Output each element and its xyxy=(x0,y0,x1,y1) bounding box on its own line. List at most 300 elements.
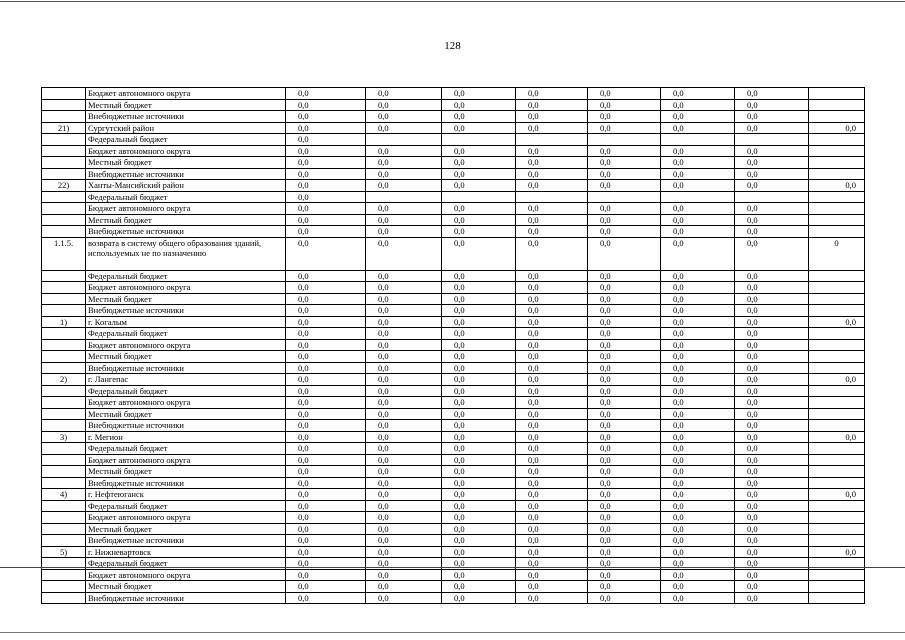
value-cell: 0,0 xyxy=(442,237,516,270)
value-cell: 0,0 xyxy=(286,203,366,215)
value-cell: 0,0 xyxy=(366,546,442,558)
value-cell: 0,0 xyxy=(516,581,588,593)
value-cell: 0,0 xyxy=(366,180,442,192)
total-cell xyxy=(809,362,865,374)
total-cell xyxy=(809,523,865,535)
value-cell: 0,0 xyxy=(588,293,661,305)
value-cell: 0,0 xyxy=(735,397,809,409)
row-index: 22) xyxy=(42,180,86,192)
value-cell: 0,0 xyxy=(661,282,735,294)
value-cell: 0,0 xyxy=(442,581,516,593)
value-cell: 0,0 xyxy=(286,111,366,123)
value-cell: 0,0 xyxy=(366,339,442,351)
value-cell: 0,0 xyxy=(442,558,516,570)
value-cell: 0,0 xyxy=(442,408,516,420)
row-name: Федеральный бюджет xyxy=(86,328,286,340)
value-cell: 0,0 xyxy=(442,270,516,282)
value-cell: 0,0 xyxy=(661,237,735,270)
value-cell: 0,0 xyxy=(442,477,516,489)
value-cell: 0,0 xyxy=(286,88,366,100)
value-cell: 0,0 xyxy=(366,111,442,123)
value-cell: 0,0 xyxy=(516,145,588,157)
value-cell: 0,0 xyxy=(286,569,366,581)
value-cell: 0,0 xyxy=(286,226,366,238)
table-row xyxy=(42,226,865,238)
row-index xyxy=(42,351,86,363)
value-cell: 0,0 xyxy=(588,168,661,180)
value-cell: 0,0 xyxy=(588,500,661,512)
value-cell: 0,0 xyxy=(366,88,442,100)
value-cell: 0,0 xyxy=(588,145,661,157)
value-cell: 0,0 xyxy=(588,122,661,134)
total-cell xyxy=(809,157,865,169)
value-cell: 0,0 xyxy=(442,420,516,432)
value-cell: 0,0 xyxy=(366,454,442,466)
value-cell: 0,0 xyxy=(286,282,366,294)
total-cell xyxy=(809,293,865,305)
value-cell: 0,0 xyxy=(442,535,516,547)
value-cell: 0,0 xyxy=(286,512,366,524)
value-cell: 0,0 xyxy=(661,316,735,328)
value-cell: 0,0 xyxy=(366,385,442,397)
row-name: Местный бюджет xyxy=(86,408,286,420)
table-row xyxy=(42,489,865,501)
value-cell: 0,0 xyxy=(661,111,735,123)
value-cell: 0,0 xyxy=(516,214,588,226)
row-index xyxy=(42,477,86,489)
value-cell: 0,0 xyxy=(286,443,366,455)
value-cell: 0,0 xyxy=(286,99,366,111)
value-cell: 0,0 xyxy=(516,293,588,305)
row-name: Местный бюджет xyxy=(86,293,286,305)
value-cell: 0,0 xyxy=(286,592,366,604)
value-cell: 0,0 xyxy=(661,558,735,570)
value-cell: 0,0 xyxy=(516,385,588,397)
value-cell: 0,0 xyxy=(735,88,809,100)
value-cell: 0,0 xyxy=(442,592,516,604)
value-cell: 0,0 xyxy=(516,270,588,282)
table-row xyxy=(42,293,865,305)
table-row xyxy=(42,316,865,328)
value-cell: 0,0 xyxy=(286,339,366,351)
value-cell: 0,0 xyxy=(516,454,588,466)
value-cell: 0,0 xyxy=(286,523,366,535)
value-cell: 0,0 xyxy=(661,581,735,593)
value-cell: 0,0 xyxy=(286,431,366,443)
total-cell xyxy=(809,282,865,294)
value-cell: 0,0 xyxy=(286,558,366,570)
value-cell: 0,0 xyxy=(442,512,516,524)
value-cell: 0,0 xyxy=(366,500,442,512)
table-row xyxy=(42,203,865,215)
value-cell: 0,0 xyxy=(516,316,588,328)
value-cell: 0,0 xyxy=(366,523,442,535)
value-cell: 0,0 xyxy=(442,443,516,455)
row-index: 2) xyxy=(42,374,86,386)
value-cell: 0,0 xyxy=(366,316,442,328)
value-cell: 0,0 xyxy=(516,592,588,604)
value-cell: 0,0 xyxy=(588,270,661,282)
row-name: Местный бюджет xyxy=(86,523,286,535)
value-cell: 0,0 xyxy=(516,362,588,374)
value-cell: 0,0 xyxy=(286,489,366,501)
value-cell: 0,0 xyxy=(442,122,516,134)
row-name: г. Лангепас xyxy=(86,374,286,386)
row-name: Внебюджетные источники xyxy=(86,226,286,238)
value-cell: 0,0 xyxy=(661,293,735,305)
value-cell: 0,0 xyxy=(588,420,661,432)
value-cell: 0,0 xyxy=(442,293,516,305)
value-cell: 0,0 xyxy=(286,316,366,328)
table-row xyxy=(42,157,865,169)
value-cell: 0,0 xyxy=(286,477,366,489)
value-cell: 0,0 xyxy=(442,523,516,535)
value-cell: 0,0 xyxy=(588,88,661,100)
value-cell: 0,0 xyxy=(661,214,735,226)
row-index xyxy=(42,523,86,535)
value-cell xyxy=(588,134,661,146)
value-cell: 0,0 xyxy=(661,523,735,535)
row-name: Федеральный бюджет xyxy=(86,385,286,397)
total-cell xyxy=(809,99,865,111)
value-cell: 0,0 xyxy=(735,512,809,524)
table-row xyxy=(42,466,865,478)
value-cell: 0,0 xyxy=(588,385,661,397)
value-cell: 0,0 xyxy=(735,316,809,328)
value-cell: 0,0 xyxy=(588,454,661,466)
value-cell: 0,0 xyxy=(366,374,442,386)
value-cell: 0,0 xyxy=(366,489,442,501)
value-cell: 0,0 xyxy=(588,569,661,581)
value-cell: 0,0 xyxy=(661,362,735,374)
total-cell xyxy=(809,134,865,146)
value-cell: 0,0 xyxy=(366,305,442,317)
row-index xyxy=(42,191,86,203)
value-cell: 0,0 xyxy=(735,305,809,317)
value-cell: 0,0 xyxy=(442,88,516,100)
value-cell xyxy=(735,134,809,146)
value-cell: 0,0 xyxy=(442,111,516,123)
value-cell: 0,0 xyxy=(516,339,588,351)
table-row xyxy=(42,328,865,340)
value-cell: 0,0 xyxy=(735,592,809,604)
row-name: Федеральный бюджет xyxy=(86,500,286,512)
row-index xyxy=(42,500,86,512)
row-index xyxy=(42,569,86,581)
value-cell: 0,0 xyxy=(366,592,442,604)
value-cell xyxy=(516,134,588,146)
value-cell: 0,0 xyxy=(735,351,809,363)
total-cell xyxy=(809,420,865,432)
value-cell: 0,0 xyxy=(735,362,809,374)
value-cell: 0,0 xyxy=(735,203,809,215)
value-cell: 0,0 xyxy=(661,397,735,409)
value-cell: 0,0 xyxy=(286,546,366,558)
value-cell: 0,0 xyxy=(735,226,809,238)
value-cell: 0,0 xyxy=(735,328,809,340)
total-cell: 0,0 xyxy=(809,546,865,558)
value-cell: 0,0 xyxy=(516,466,588,478)
value-cell: 0,0 xyxy=(661,99,735,111)
table-row xyxy=(42,431,865,443)
row-name: Местный бюджет xyxy=(86,214,286,226)
value-cell: 0,0 xyxy=(588,339,661,351)
value-cell: 0,0 xyxy=(516,226,588,238)
row-name: Ханты-Мансийский район xyxy=(86,180,286,192)
value-cell: 0,0 xyxy=(286,157,366,169)
value-cell: 0,0 xyxy=(735,214,809,226)
row-name: Бюджет автономного округа xyxy=(86,203,286,215)
table-row xyxy=(42,408,865,420)
table-row xyxy=(42,581,865,593)
value-cell: 0,0 xyxy=(286,293,366,305)
value-cell: 0,0 xyxy=(366,466,442,478)
row-name: Федеральный бюджет xyxy=(86,443,286,455)
value-cell: 0,0 xyxy=(735,111,809,123)
value-cell: 0,0 xyxy=(286,397,366,409)
value-cell: 0,0 xyxy=(366,168,442,180)
row-index xyxy=(42,512,86,524)
value-cell: 0,0 xyxy=(366,270,442,282)
total-cell: 0,0 xyxy=(809,431,865,443)
value-cell: 0,0 xyxy=(661,569,735,581)
row-index xyxy=(42,466,86,478)
value-cell: 0,0 xyxy=(661,512,735,524)
value-cell: 0,0 xyxy=(442,99,516,111)
table-row xyxy=(42,88,865,100)
value-cell: 0,0 xyxy=(516,203,588,215)
value-cell: 0,0 xyxy=(442,374,516,386)
row-name: Федеральный бюджет xyxy=(86,270,286,282)
total-cell: 0,0 xyxy=(809,122,865,134)
table-row xyxy=(42,122,865,134)
table-row xyxy=(42,191,865,203)
value-cell: 0,0 xyxy=(442,168,516,180)
row-index xyxy=(42,203,86,215)
value-cell xyxy=(366,191,442,203)
value-cell: 0,0 xyxy=(366,397,442,409)
value-cell: 0,0 xyxy=(661,203,735,215)
total-cell xyxy=(809,581,865,593)
row-name: Федеральный бюджет xyxy=(86,191,286,203)
row-name: Бюджет автономного округа xyxy=(86,397,286,409)
value-cell: 0,0 xyxy=(588,408,661,420)
value-cell: 0,0 xyxy=(286,351,366,363)
value-cell: 0,0 xyxy=(516,374,588,386)
value-cell: 0,0 xyxy=(661,477,735,489)
value-cell: 0,0 xyxy=(735,99,809,111)
value-cell: 0,0 xyxy=(442,180,516,192)
value-cell: 0,0 xyxy=(516,500,588,512)
total-cell xyxy=(809,328,865,340)
total-cell xyxy=(809,454,865,466)
value-cell: 0,0 xyxy=(588,316,661,328)
total-cell xyxy=(809,569,865,581)
row-index xyxy=(42,535,86,547)
value-cell: 0,0 xyxy=(735,431,809,443)
value-cell: 0,0 xyxy=(442,500,516,512)
total-cell xyxy=(809,226,865,238)
row-name: г. Нефтеюганск xyxy=(86,489,286,501)
value-cell: 0,0 xyxy=(588,397,661,409)
value-cell: 0,0 xyxy=(735,282,809,294)
value-cell: 0,0 xyxy=(442,569,516,581)
value-cell: 0,0 xyxy=(516,512,588,524)
row-index: 5) xyxy=(42,546,86,558)
total-cell xyxy=(809,111,865,123)
value-cell: 0,0 xyxy=(442,385,516,397)
row-index xyxy=(42,385,86,397)
value-cell: 0,0 xyxy=(735,145,809,157)
value-cell: 0,0 xyxy=(286,454,366,466)
row-index: 21) xyxy=(42,122,86,134)
row-index xyxy=(42,397,86,409)
table-row xyxy=(42,134,865,146)
value-cell: 0,0 xyxy=(588,282,661,294)
total-cell: 0,0 xyxy=(809,374,865,386)
value-cell: 0,0 xyxy=(661,500,735,512)
value-cell: 0,0 xyxy=(516,569,588,581)
value-cell: 0,0 xyxy=(516,397,588,409)
total-cell xyxy=(809,408,865,420)
value-cell: 0,0 xyxy=(516,111,588,123)
table-row xyxy=(42,339,865,351)
row-name: возврата в систему общего образования зданий, используемых не по назначению xyxy=(86,237,286,270)
total-cell xyxy=(809,443,865,455)
value-cell xyxy=(366,134,442,146)
value-cell: 0,0 xyxy=(735,558,809,570)
value-cell: 0,0 xyxy=(442,282,516,294)
row-name: Внебюджетные источники xyxy=(86,168,286,180)
row-index xyxy=(42,226,86,238)
value-cell: 0,0 xyxy=(516,420,588,432)
value-cell: 0,0 xyxy=(588,581,661,593)
value-cell: 0,0 xyxy=(588,374,661,386)
value-cell: 0,0 xyxy=(661,328,735,340)
value-cell: 0,0 xyxy=(442,316,516,328)
value-cell: 0,0 xyxy=(661,546,735,558)
row-name: Внебюджетные источники xyxy=(86,305,286,317)
value-cell: 0,0 xyxy=(661,374,735,386)
row-name: Местный бюджет xyxy=(86,351,286,363)
table-row xyxy=(42,523,865,535)
value-cell: 0,0 xyxy=(366,122,442,134)
value-cell: 0,0 xyxy=(366,293,442,305)
value-cell: 0,0 xyxy=(588,535,661,547)
value-cell: 0,0 xyxy=(661,420,735,432)
value-cell: 0,0 xyxy=(661,385,735,397)
scan-top-edge xyxy=(0,1,905,2)
table-row xyxy=(42,237,865,270)
row-index: 4) xyxy=(42,489,86,501)
value-cell: 0,0 xyxy=(588,466,661,478)
value-cell: 0,0 xyxy=(442,546,516,558)
value-cell: 0,0 xyxy=(286,122,366,134)
value-cell: 0,0 xyxy=(588,237,661,270)
row-name: Внебюджетные источники xyxy=(86,535,286,547)
value-cell: 0,0 xyxy=(366,145,442,157)
budget-table-body xyxy=(42,88,865,604)
row-index xyxy=(42,282,86,294)
total-cell xyxy=(809,203,865,215)
table-row xyxy=(42,180,865,192)
value-cell: 0,0 xyxy=(442,214,516,226)
value-cell: 0,0 xyxy=(366,408,442,420)
value-cell: 0,0 xyxy=(735,237,809,270)
row-index xyxy=(42,111,86,123)
value-cell: 0,0 xyxy=(286,270,366,282)
value-cell: 0,0 xyxy=(588,203,661,215)
value-cell: 0,0 xyxy=(366,512,442,524)
value-cell: 0,0 xyxy=(588,328,661,340)
value-cell: 0,0 xyxy=(516,489,588,501)
row-index xyxy=(42,214,86,226)
value-cell: 0,0 xyxy=(442,305,516,317)
value-cell: 0,0 xyxy=(366,328,442,340)
value-cell: 0,0 xyxy=(661,226,735,238)
row-index xyxy=(42,339,86,351)
row-index xyxy=(42,581,86,593)
value-cell: 0,0 xyxy=(661,351,735,363)
row-name: г. Нижневартовск xyxy=(86,546,286,558)
value-cell: 0,0 xyxy=(516,523,588,535)
row-index xyxy=(42,134,86,146)
row-name: г. Мегион xyxy=(86,431,286,443)
value-cell: 0,0 xyxy=(366,558,442,570)
row-name: Бюджет автономного округа xyxy=(86,454,286,466)
value-cell: 0,0 xyxy=(286,466,366,478)
value-cell: 0,0 xyxy=(442,454,516,466)
row-name: Внебюджетные источники xyxy=(86,477,286,489)
value-cell: 0,0 xyxy=(735,581,809,593)
total-cell xyxy=(809,500,865,512)
value-cell: 0,0 xyxy=(588,523,661,535)
value-cell: 0,0 xyxy=(442,145,516,157)
row-name: Местный бюджет xyxy=(86,157,286,169)
value-cell: 0,0 xyxy=(286,362,366,374)
total-cell: 0 xyxy=(809,237,865,270)
row-index xyxy=(42,443,86,455)
value-cell: 0,0 xyxy=(735,339,809,351)
table-row xyxy=(42,443,865,455)
value-cell: 0,0 xyxy=(588,558,661,570)
total-cell xyxy=(809,168,865,180)
value-cell xyxy=(735,191,809,203)
total-cell xyxy=(809,339,865,351)
table-row xyxy=(42,454,865,466)
value-cell: 0,0 xyxy=(661,408,735,420)
value-cell: 0,0 xyxy=(516,558,588,570)
value-cell: 0,0 xyxy=(735,489,809,501)
value-cell: 0,0 xyxy=(516,408,588,420)
row-name: Сургутский район xyxy=(86,122,286,134)
value-cell: 0,0 xyxy=(366,237,442,270)
table-row xyxy=(42,397,865,409)
value-cell: 0,0 xyxy=(366,477,442,489)
value-cell: 0,0 xyxy=(516,546,588,558)
value-cell: 0,0 xyxy=(286,374,366,386)
table-row xyxy=(42,111,865,123)
value-cell: 0,0 xyxy=(661,431,735,443)
value-cell: 0,0 xyxy=(661,443,735,455)
row-name: Внебюджетные источники xyxy=(86,592,286,604)
total-cell xyxy=(809,88,865,100)
table-row xyxy=(42,351,865,363)
value-cell xyxy=(442,191,516,203)
value-cell: 0,0 xyxy=(442,203,516,215)
row-index: 1) xyxy=(42,316,86,328)
value-cell: 0,0 xyxy=(735,569,809,581)
